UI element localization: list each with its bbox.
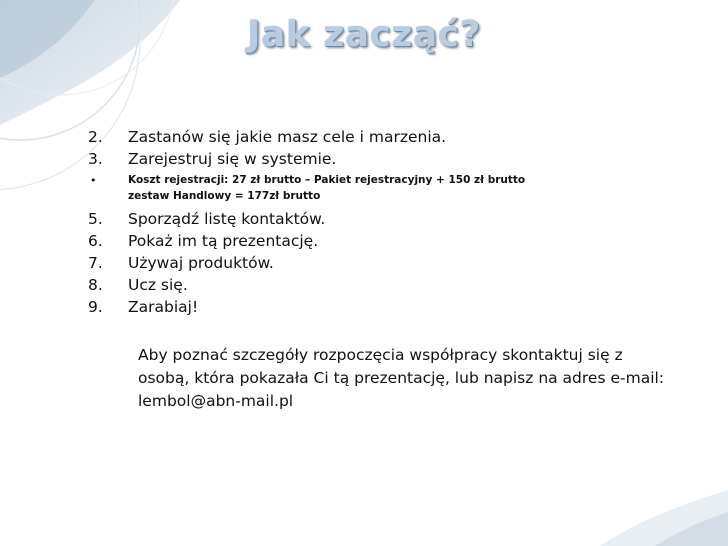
contact-email: lembol@abn-mail.pl: [138, 392, 294, 410]
list-item-number: 7.: [88, 254, 103, 272]
contact-line: Aby poznać szczegóły rozpoczęcia współpracy skontaktuj się z: [138, 346, 623, 364]
slide-title: Jak zacząć?: [247, 14, 481, 55]
list-item: [88, 148, 708, 170]
list-item-text: Zarabiaj!: [128, 298, 199, 316]
list-item: [88, 208, 708, 230]
list-item-text: Sporządź listę kontaktów.: [128, 210, 326, 228]
list-item-text: Pokaż im tą prezentację.: [128, 232, 319, 250]
list-item-number: 5.: [88, 210, 103, 228]
cost-note-line: Koszt rejestracji: 27 zł brutto – Pakiet rejestracyjny + 150 zł brutto: [128, 174, 526, 186]
list-item-cost: [88, 170, 708, 208]
list-item: [88, 274, 708, 296]
list-item-number: 9.: [88, 298, 103, 316]
contact-line: osobą, która pokazała Ci tą prezentację, lub napisz na adres e-mail:: [138, 369, 665, 387]
contact-paragraph: [138, 344, 678, 413]
list-item-text: Zarejestruj się w systemie.: [128, 150, 337, 168]
cost-note: [128, 172, 525, 204]
list-item-number: 3.: [88, 150, 103, 168]
list-item: [88, 230, 708, 252]
list-item-text: Ucz się.: [128, 276, 188, 294]
steps-list: [88, 126, 708, 318]
list-item: [88, 252, 708, 274]
list-item: [88, 126, 708, 148]
list-item-number: 8.: [88, 276, 103, 294]
cost-note-line: zestaw Handlowy = 177zł brutto: [128, 190, 321, 202]
list-item-number: 6.: [88, 232, 103, 250]
list-item: [88, 296, 708, 318]
list-item-number: 2.: [88, 128, 103, 146]
bullet-icon: •: [90, 174, 97, 187]
list-item-text: Używaj produktów.: [128, 254, 274, 272]
list-item-text: Zastanów się jakie masz cele i marzenia.: [128, 128, 447, 146]
